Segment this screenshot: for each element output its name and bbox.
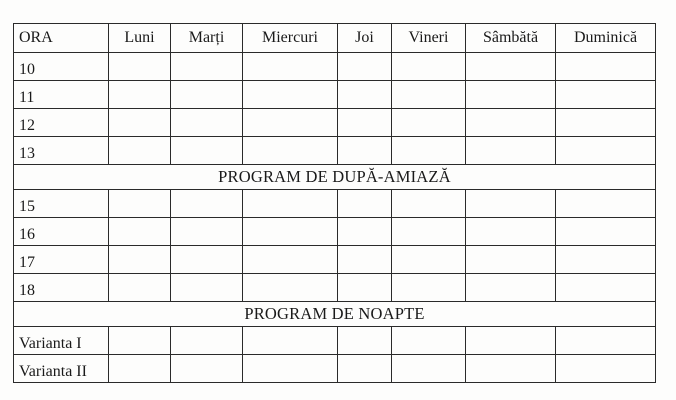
table-row xyxy=(14,53,656,81)
schedule-cell xyxy=(338,109,392,137)
schedule-cell xyxy=(466,218,556,246)
schedule-cell xyxy=(109,81,171,109)
schedule-cell xyxy=(466,327,556,355)
header-day-friday: Vineri xyxy=(392,24,466,53)
schedule-cell xyxy=(392,137,466,165)
schedule-cell xyxy=(109,53,171,81)
schedule-cell xyxy=(243,81,338,109)
schedule-cell xyxy=(338,137,392,165)
schedule-cell xyxy=(338,327,392,355)
schedule-cell xyxy=(556,246,656,274)
schedule-cell xyxy=(109,137,171,165)
schedule-cell xyxy=(338,246,392,274)
header-day-saturday: Sâmbătă xyxy=(466,24,556,53)
schedule-cell xyxy=(243,327,338,355)
schedule-cell xyxy=(556,355,656,383)
schedule-cell xyxy=(556,218,656,246)
schedule-cell xyxy=(171,190,243,218)
schedule-cell xyxy=(171,109,243,137)
schedule-cell xyxy=(466,137,556,165)
schedule-cell xyxy=(109,355,171,383)
header-day-monday: Luni xyxy=(109,24,171,53)
schedule-cell xyxy=(109,218,171,246)
schedule-cell xyxy=(171,137,243,165)
header-day-thursday: Joi xyxy=(338,24,392,53)
hour-cell: 18 xyxy=(14,274,109,302)
section-row-afternoon xyxy=(14,165,656,190)
section-title-afternoon: PROGRAM DE DUPĂ-AMIAZĂ xyxy=(14,165,656,190)
schedule-cell xyxy=(338,81,392,109)
schedule-cell xyxy=(392,53,466,81)
schedule-cell xyxy=(392,81,466,109)
schedule-cell xyxy=(109,109,171,137)
hour-cell: 13 xyxy=(14,137,109,165)
schedule-cell xyxy=(392,274,466,302)
table-row xyxy=(14,137,656,165)
schedule-cell xyxy=(243,190,338,218)
schedule-cell xyxy=(109,190,171,218)
table-row xyxy=(14,190,656,218)
schedule-cell xyxy=(338,218,392,246)
schedule-cell xyxy=(466,355,556,383)
schedule-cell xyxy=(109,327,171,355)
schedule-cell xyxy=(338,274,392,302)
schedule-cell xyxy=(338,53,392,81)
schedule-cell xyxy=(392,218,466,246)
hour-cell: 11 xyxy=(14,81,109,109)
schedule-cell xyxy=(556,81,656,109)
schedule-cell xyxy=(392,355,466,383)
header-day-tuesday: Marți xyxy=(171,24,243,53)
table-row xyxy=(14,109,656,137)
schedule-cell xyxy=(243,53,338,81)
schedule-cell xyxy=(392,190,466,218)
schedule-cell xyxy=(556,190,656,218)
hour-cell: 12 xyxy=(14,109,109,137)
hour-cell: 17 xyxy=(14,246,109,274)
hour-cell: 10 xyxy=(14,53,109,81)
schedule-cell xyxy=(466,274,556,302)
schedule-cell xyxy=(243,137,338,165)
schedule-cell xyxy=(109,246,171,274)
schedule-cell xyxy=(171,327,243,355)
header-hour: ORA xyxy=(14,24,109,53)
variant-cell: Varianta II xyxy=(14,355,109,383)
schedule-cell xyxy=(556,327,656,355)
hour-cell: 16 xyxy=(14,218,109,246)
section-row-night xyxy=(14,302,656,327)
schedule-cell xyxy=(171,53,243,81)
schedule-cell xyxy=(392,327,466,355)
header-day-wednesday: Miercuri xyxy=(243,24,338,53)
section-title-night: PROGRAM DE NOAPTE xyxy=(14,302,656,327)
schedule-cell xyxy=(338,355,392,383)
schedule-cell xyxy=(338,190,392,218)
schedule-cell xyxy=(109,274,171,302)
table-row xyxy=(14,327,656,355)
schedule-cell xyxy=(243,274,338,302)
schedule-cell xyxy=(556,137,656,165)
schedule-cell xyxy=(171,81,243,109)
schedule-cell xyxy=(392,109,466,137)
variant-cell: Varianta I xyxy=(14,327,109,355)
header-row xyxy=(14,24,656,53)
schedule-cell xyxy=(466,246,556,274)
schedule-cell xyxy=(243,355,338,383)
hour-cell: 15 xyxy=(14,190,109,218)
schedule-cell xyxy=(171,355,243,383)
table-row xyxy=(14,218,656,246)
schedule-cell xyxy=(466,53,556,81)
schedule-cell xyxy=(171,246,243,274)
schedule-cell xyxy=(243,246,338,274)
schedule-cell xyxy=(466,81,556,109)
schedule-cell xyxy=(171,218,243,246)
table-row xyxy=(14,355,656,383)
table-row xyxy=(14,274,656,302)
schedule-cell xyxy=(466,109,556,137)
schedule-cell xyxy=(466,190,556,218)
header-day-sunday: Duminică xyxy=(556,24,656,53)
schedule-cell xyxy=(556,53,656,81)
schedule-cell xyxy=(392,246,466,274)
schedule-table xyxy=(13,23,656,383)
schedule-cell xyxy=(556,274,656,302)
schedule-cell xyxy=(556,109,656,137)
table-row xyxy=(14,81,656,109)
table-row xyxy=(14,246,656,274)
schedule-cell xyxy=(243,109,338,137)
schedule-cell xyxy=(171,274,243,302)
schedule-cell xyxy=(243,218,338,246)
